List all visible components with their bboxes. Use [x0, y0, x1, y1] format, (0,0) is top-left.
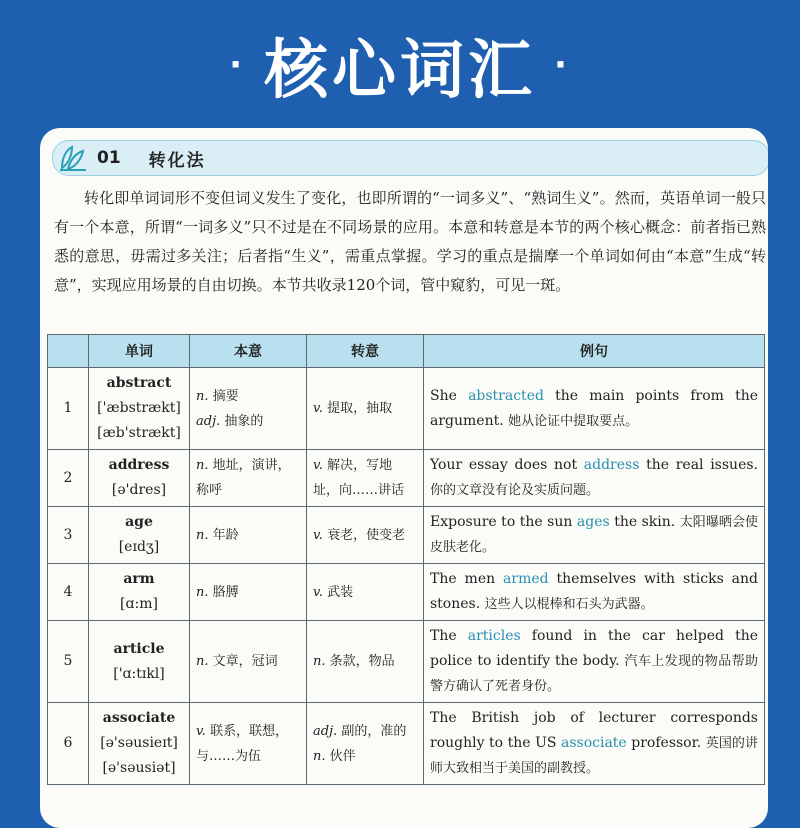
sense-text: 地址，演讲，称呼 [196, 458, 291, 498]
example-cell [424, 507, 765, 564]
word-cell [89, 621, 190, 703]
part-of-speech: n. [313, 748, 326, 764]
example-post: the main points from the argument. [430, 387, 759, 429]
row-index: 6 [48, 703, 89, 785]
phonetic: ['æbstrækt] [97, 400, 181, 416]
sense-line [196, 384, 300, 409]
example-cell [424, 621, 765, 703]
section-title: 转化法 [148, 150, 206, 171]
phonetic: ['ɑ:tɪkl] [113, 665, 165, 682]
sense-text: 联系，联想，与……为伍 [196, 723, 289, 764]
table-body [48, 368, 765, 785]
meaning-cell [190, 368, 307, 450]
example-cell [424, 368, 765, 450]
example-cell [424, 703, 765, 785]
example-translation: 你的文章没有论及实质问题。 [430, 483, 600, 498]
example-translation: 英国的讲师大致相当于美国的副教授。 [430, 736, 758, 776]
header-word: 单词 [89, 335, 190, 368]
header-index [48, 335, 89, 368]
sense-text: 文章，冠词 [208, 654, 278, 669]
meaning-cell [190, 564, 307, 621]
example-pre: The [430, 628, 468, 644]
example-pre: The British job of lecturer corresponds roughly to the US [430, 710, 758, 751]
sense-line [313, 396, 417, 421]
meaning-cell [190, 450, 307, 507]
example-highlight: abstracted [468, 387, 544, 404]
header-transfer: 转意 [307, 335, 424, 368]
sense-text: 伙伴 [325, 748, 356, 764]
page [40, 128, 768, 828]
sense-line [196, 580, 300, 605]
phonetic: [eɪdʒ] [118, 539, 160, 555]
header-meaning: 本意 [190, 335, 307, 368]
sense-line [196, 409, 300, 434]
example-highlight: ages [576, 514, 610, 530]
sense-line [313, 453, 417, 503]
sense-line [196, 523, 300, 548]
sense-line [196, 453, 300, 503]
example-highlight: armed [503, 571, 549, 587]
vocab-table [47, 334, 765, 785]
example-highlight: associate [561, 735, 627, 751]
example-post: the skin. [609, 514, 680, 530]
example-highlight: articles [467, 628, 521, 644]
word-cell [89, 368, 190, 450]
meaning-cell [190, 621, 307, 703]
sense-line [313, 649, 417, 674]
example-translation: 太阳曝晒会使皮肤老化。 [430, 515, 758, 555]
section-header [52, 140, 768, 176]
part-of-speech: v. [313, 401, 323, 416]
sense-text: 武装 [322, 584, 354, 600]
banner-dot-left: · [229, 45, 246, 85]
table-row [48, 564, 765, 621]
transfer-cell [307, 507, 424, 564]
example-post: professor. [626, 735, 706, 751]
banner-title [0, 0, 800, 130]
example-post: the real issues. [639, 457, 758, 473]
phonetic: [ə'səusiət] [102, 760, 176, 776]
transfer-cell [307, 368, 424, 450]
part-of-speech: n. [313, 654, 326, 669]
example-translation: 她从论证中提取要点。 [508, 413, 639, 429]
row-index: 3 [48, 507, 89, 564]
row-index: 5 [48, 621, 89, 703]
word-text: arm [123, 571, 155, 587]
example-pre: Your essay does not [430, 457, 584, 473]
meaning-cell [190, 703, 307, 785]
word-text: age [125, 514, 153, 530]
sense-text: 条款，物品 [325, 654, 395, 669]
part-of-speech: n. [196, 527, 209, 543]
sense-text: 解决，写地址，向……讲话 [313, 458, 405, 498]
sense-text: 摘要 [208, 388, 239, 404]
part-of-speech: n. [196, 388, 209, 404]
banner-dot-right: · [554, 45, 571, 85]
word-text: address [108, 457, 170, 473]
intro-paragraph: 转化即单词词形不变但词义发生了变化，也即所谓的“一词多义”、“熟词生义”。然而，英语单词一般只有一个本意，所谓“一词多义”只不过是在不同场景的应用。本意和转意是本节的两个核心概念：前者指已熟悉的意思，毋需过多关注；后者指“生义”，需重点掌握。学习的重点是揣摩一个单词如何由“本意”生成“转意”，实现应用场景的自由切换。本节共收录120个词，管中窥豹，可见一斑。 [54, 189, 766, 294]
section-number: 01 [97, 148, 121, 168]
transfer-cell [307, 621, 424, 703]
example-pre: Exposure to the sun [430, 514, 577, 530]
phonetic: [æb'strækt] [97, 425, 181, 441]
word-text: article [113, 640, 165, 657]
sense-text: 衰老，使变老 [322, 527, 406, 543]
phonetic: [ə'səusieɪt] [100, 735, 178, 751]
sense-text: 副的，准的 [337, 723, 407, 739]
part-of-speech: v. [313, 584, 323, 600]
example-pre: She [430, 387, 469, 404]
sense-line [313, 744, 417, 769]
table-row [48, 703, 765, 785]
example-pre: The men [430, 571, 504, 587]
part-of-speech: v. [313, 527, 323, 543]
example-cell [424, 564, 765, 621]
sense-line [313, 523, 417, 548]
table-row [48, 621, 765, 703]
part-of-speech: adj. [313, 723, 338, 739]
table-row [48, 507, 765, 564]
word-text: associate [102, 710, 176, 726]
sense-line [313, 580, 417, 605]
sense-text: 提取，抽取 [322, 401, 393, 416]
row-index: 4 [48, 564, 89, 621]
sense-text: 胳膊 [208, 584, 239, 600]
leaf-icon [53, 141, 93, 175]
sense-line [196, 719, 300, 769]
transfer-cell [307, 564, 424, 621]
sense-text: 抽象的 [220, 413, 264, 429]
phonetic: [ə'dres] [111, 482, 167, 498]
table-header-row [48, 335, 765, 368]
table-row [48, 368, 765, 450]
part-of-speech: adj. [196, 413, 221, 429]
header-example: 例句 [424, 335, 765, 368]
example-translation: 汽车上发现的物品帮助警方确认了死者身份。 [430, 654, 758, 694]
transfer-cell [307, 703, 424, 785]
part-of-speech: n. [196, 458, 209, 473]
part-of-speech: n. [196, 584, 209, 600]
part-of-speech: v. [196, 723, 206, 739]
example-post: found in the car helped the police to identify the body. [430, 628, 758, 669]
sense-text: 年龄 [208, 527, 239, 543]
example-post: themselves with sticks and stones. [430, 571, 758, 612]
meaning-cell [190, 507, 307, 564]
row-index: 2 [48, 450, 89, 507]
word-cell [89, 564, 190, 621]
table-row [48, 450, 765, 507]
example-cell [424, 450, 765, 507]
word-cell [89, 703, 190, 785]
part-of-speech: n. [196, 654, 209, 669]
row-index: 1 [48, 368, 89, 450]
transfer-cell [307, 450, 424, 507]
word-cell [89, 450, 190, 507]
sense-line [313, 719, 417, 744]
sense-line [196, 649, 300, 674]
phonetic: [ɑ:m] [120, 596, 158, 612]
word-text: abstract [106, 375, 172, 391]
example-translation: 这些人以棍棒和石头为武器。 [484, 597, 654, 612]
banner-title-text: 核心词汇 [264, 34, 536, 108]
word-cell [89, 507, 190, 564]
example-highlight: address [583, 457, 640, 473]
part-of-speech: v. [313, 458, 323, 473]
